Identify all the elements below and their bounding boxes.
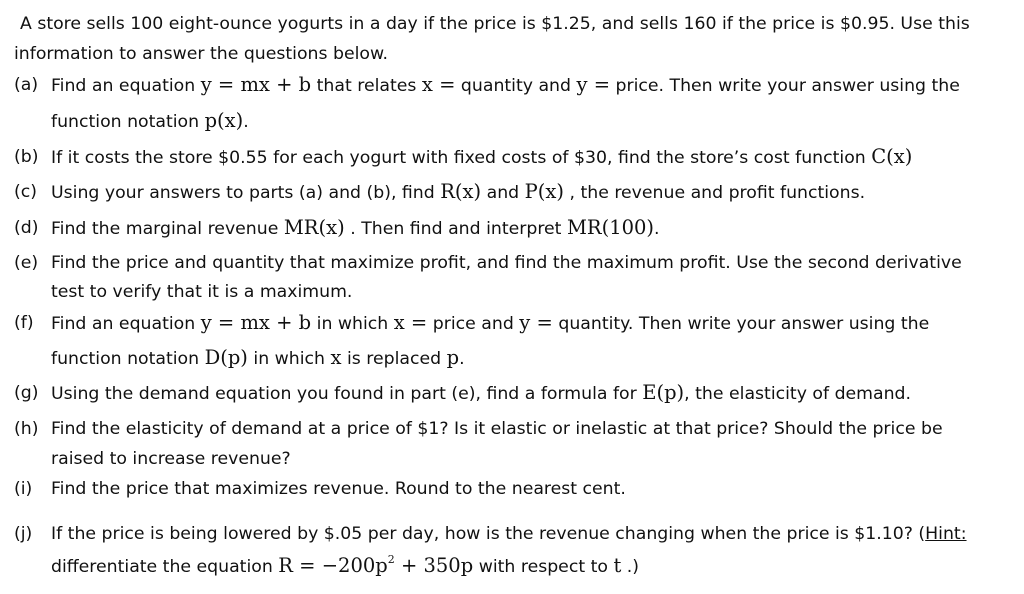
part-h-line-1: Find the elasticity of demand at a price of $1? Is it elastic or inelastic at that price? Should the price be bbox=[51, 419, 943, 439]
part-b-line-1: If it costs the store $0.55 for each yogurt with fixed costs of $30, find the store’s cost function C(x) bbox=[51, 145, 913, 168]
part-c-label: (c) bbox=[14, 182, 37, 202]
part-h-label: (h) bbox=[14, 419, 39, 439]
part-f-line-1: Find an equation y = mx + b in which x = price and y = quantity. Then write your answer using the bbox=[51, 311, 930, 334]
part-j-line-2: differentiate the equation $R = -200p^2 + 350p$ with respect to t .) bbox=[51, 553, 640, 577]
hint-label: Hint: bbox=[925, 524, 967, 544]
part-i-label: (i) bbox=[14, 479, 33, 499]
part-e-line-2: test to verify that it is a maximum. bbox=[51, 282, 353, 302]
intro-line-1: A store sells 100 eight-ounce yogurts in a day if the price is $1.25, and sells 160 if the price is $0.95. Use this bbox=[20, 14, 970, 34]
part-d-line-1: Find the marginal revenue MR(x) . Then find and interpret MR(100). bbox=[51, 216, 660, 239]
part-j-line-1: If the price is being lowered by $.05 per day, how is the revenue changing when the price is $1.10? (Hint: bbox=[51, 524, 967, 544]
part-j-label: (j) bbox=[14, 524, 33, 544]
part-i-line-1: Find the price that maximizes revenue. Round to the nearest cent. bbox=[51, 479, 626, 499]
part-a-line-2: function notation p(x). bbox=[51, 109, 249, 132]
part-f-line-2: function notation D(p) in which x is replaced p. bbox=[51, 346, 465, 369]
part-e-label: (e) bbox=[14, 253, 39, 273]
part-e-line-1: Find the price and quantity that maximize profit, and find the maximum profit. Use the second derivative bbox=[51, 253, 962, 273]
part-d-label: (d) bbox=[14, 218, 39, 238]
part-b-label: (b) bbox=[14, 147, 39, 167]
part-a-line-1: Find an equation y = mx + b that relates x = quantity and y = price. Then write your answer using the bbox=[51, 73, 960, 96]
intro-line-2: information to answer the questions below. bbox=[14, 44, 389, 64]
part-f-label: (f) bbox=[14, 313, 34, 333]
revenue-equation: $R = -200p^2 + 350p$ bbox=[278, 553, 474, 577]
part-g-line-1: Using the demand equation you found in part (e), find a formula for E(p), the elasticity of demand. bbox=[51, 381, 912, 404]
part-c-line-1: Using your answers to parts (a) and (b), find R(x) and P(x) , the revenue and profit functions. bbox=[51, 180, 866, 203]
part-g-label: (g) bbox=[14, 383, 39, 403]
part-h-line-2: raised to increase revenue? bbox=[51, 449, 291, 469]
part-a-label: (a) bbox=[14, 75, 39, 95]
